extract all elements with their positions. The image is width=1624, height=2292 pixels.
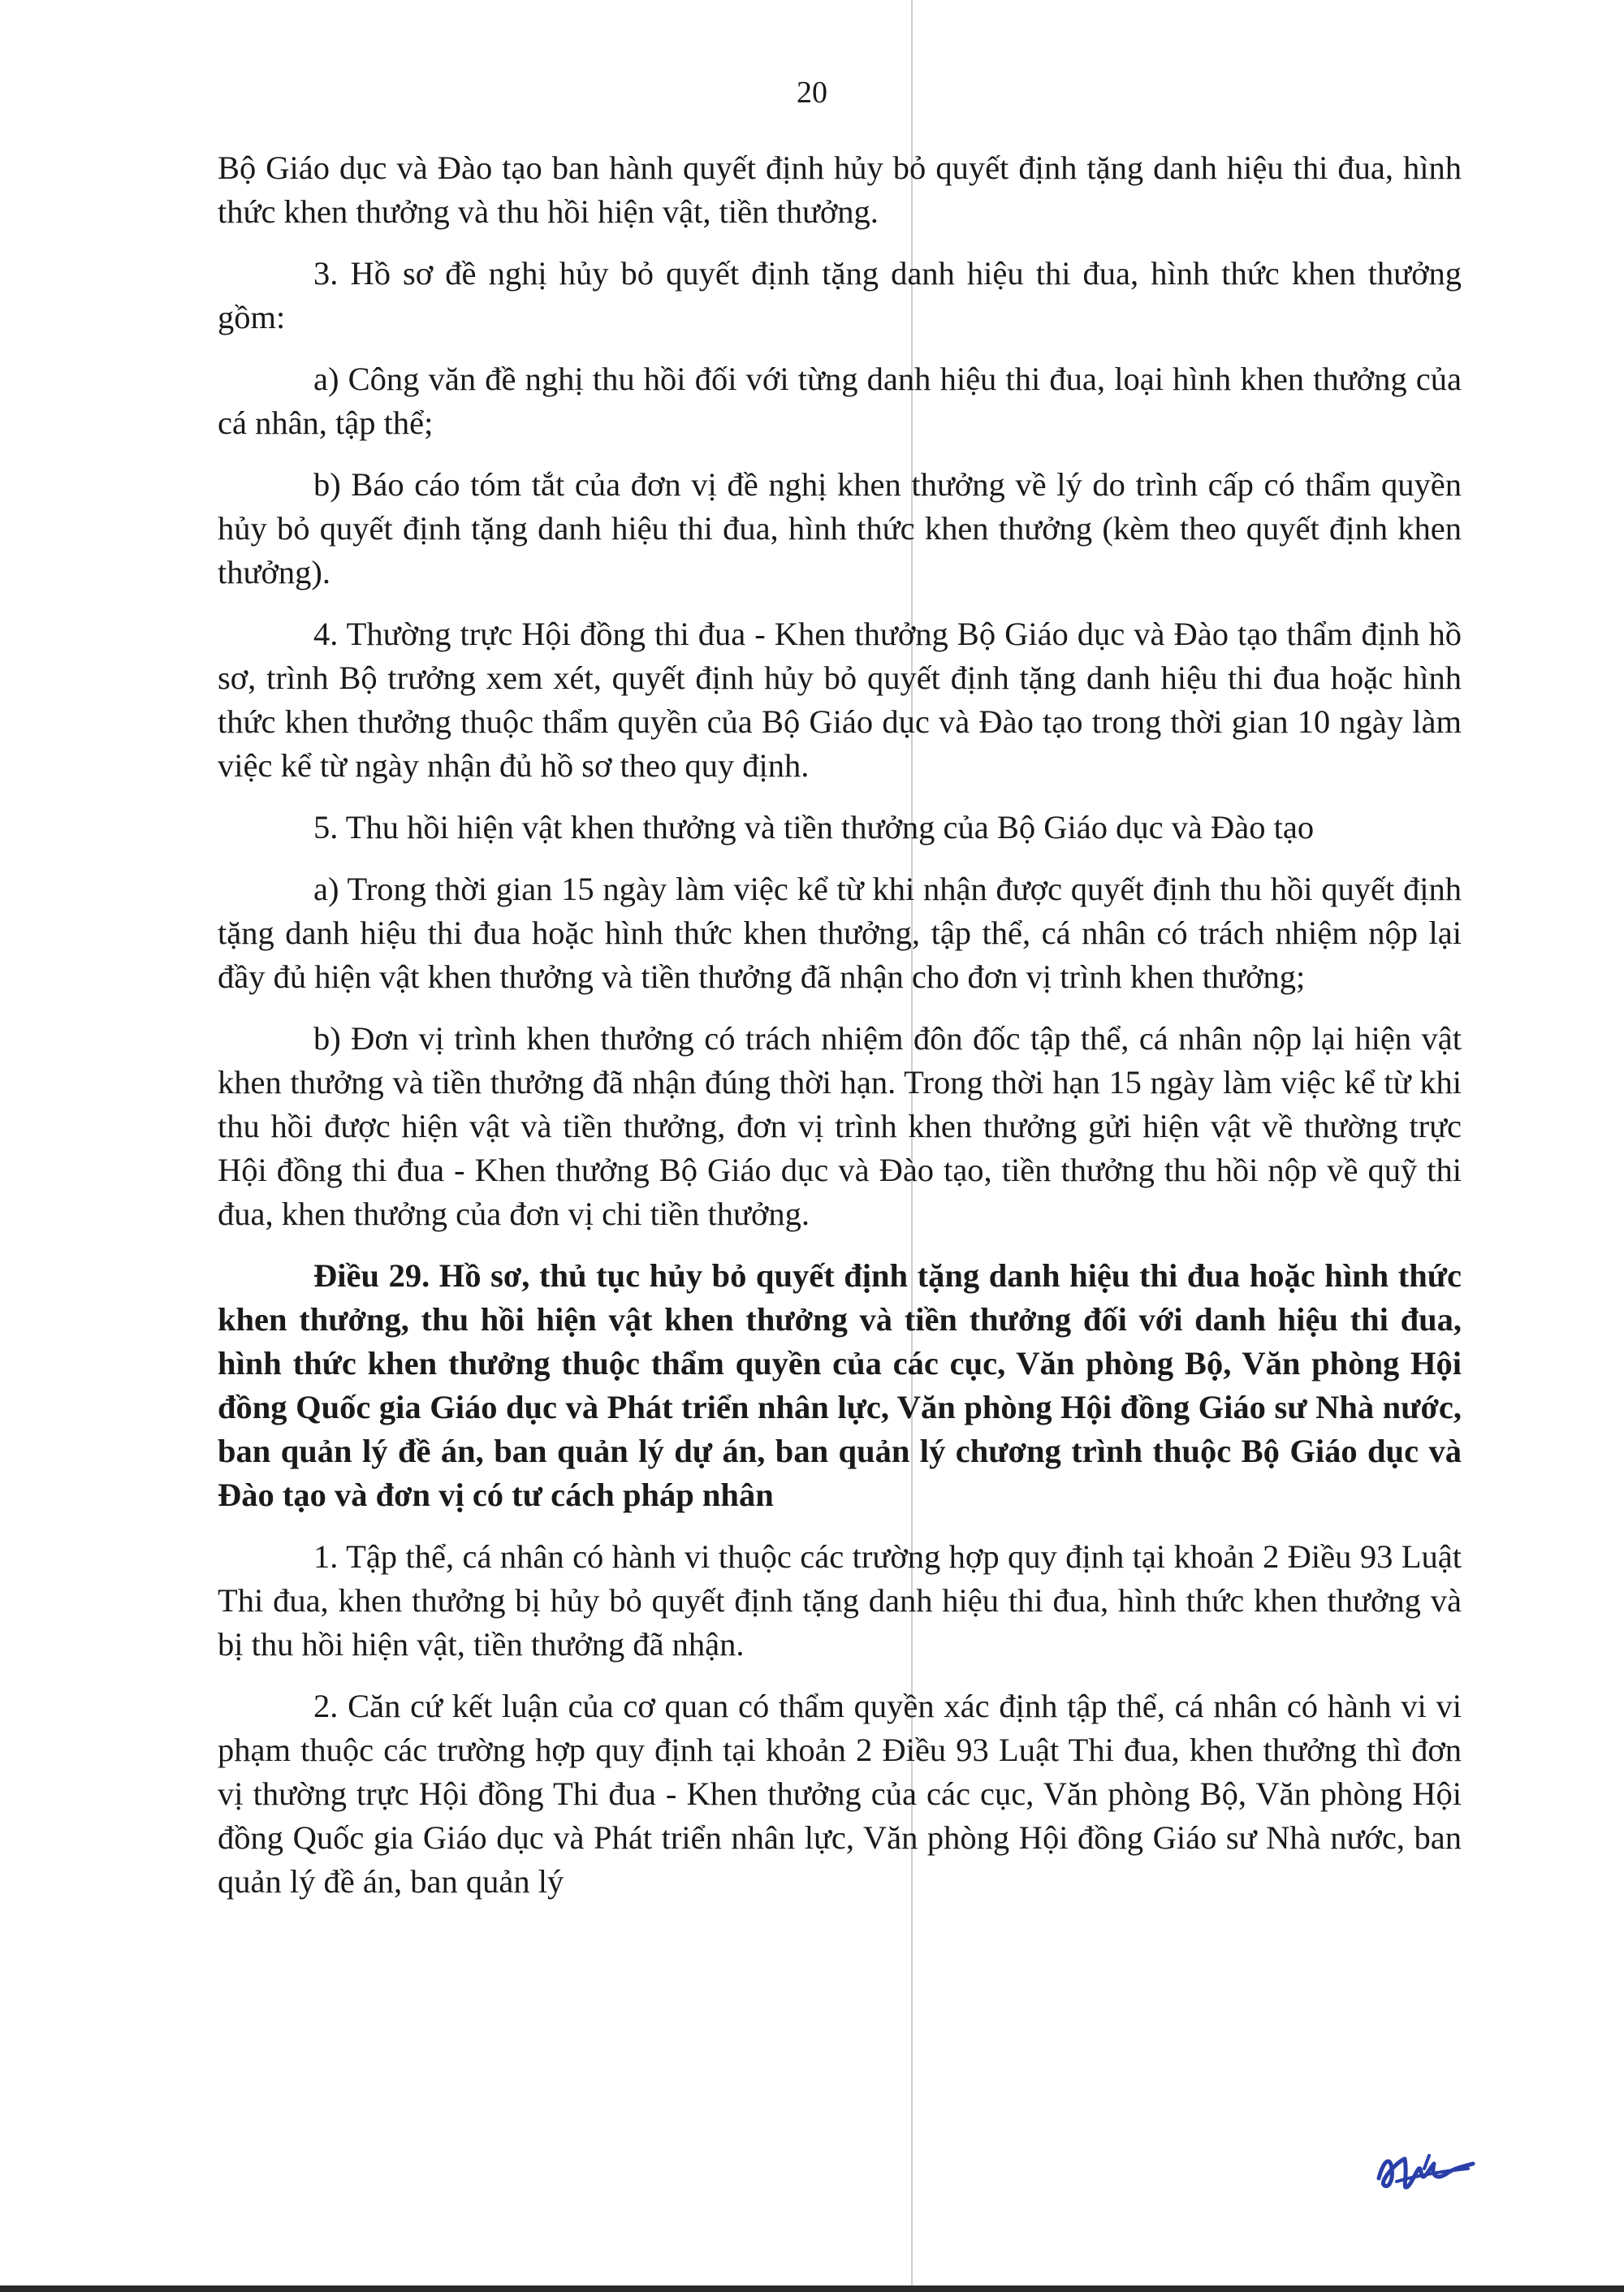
paragraph-clause-3: 3. Hồ sơ đề nghị hủy bỏ quyết định tặng danh hiệu thi đua, hình thức khen thưởng gồm: bbox=[218, 255, 1462, 335]
paragraph-clause-3a: a) Công văn đề nghị thu hồi đối với từng danh hiệu thi đua, loại hình khen thưởng của cá nhân, tập thể; bbox=[218, 361, 1462, 441]
paragraph-clause-5a: a) Trong thời gian 15 ngày làm việc kể từ khi nhận được quyết định thu hồi quyết định tặng danh hiệu thi đua hoặc hình thức khen thưởng, tập thể, cá nhân có trách nhiệm nộp lại đầy đủ hiện vật khen thưởng và tiền thưởng đã nhận cho đơn vị trình khen thưởng; bbox=[218, 871, 1462, 995]
paragraph-continuation: Bộ Giáo dục và Đào tạo ban hành quyết định hủy bỏ quyết định tặng danh hiệu thi đua, hình thức khen thưởng và thu hồi hiện vật, tiền thưởng. bbox=[218, 149, 1462, 230]
document-body bbox=[218, 146, 1462, 1922]
paragraph-clause-5: 5. Thu hồi hiện vật khen thưởng và tiền thưởng của Bộ Giáo dục và Đào tạo bbox=[313, 809, 1315, 845]
article-29-clause-1: 1. Tập thể, cá nhân có hành vi thuộc các trường hợp quy định tại khoản 2 Điều 93 Luật Thi đua, khen thưởng bị hủy bỏ quyết định tặng danh hiệu thi đua, hình thức khen thưởng và bị thu hồi hiện vật, tiền thưởng đã nhận. bbox=[218, 1538, 1462, 1663]
page-number: 20 bbox=[797, 76, 827, 110]
paragraph-clause-4: 4. Thường trực Hội đồng thi đua - Khen thưởng Bộ Giáo dục và Đào tạo thẩm định hồ sơ, trình Bộ trưởng xem xét, quyết định hủy bỏ quyết định tặng danh hiệu thi đua hoặc hình thức khen thưởng thuộc thẩm quyền của Bộ Giáo dục và Đào tạo trong thời gian 10 ngày làm việc kể từ ngày nhận đủ hồ sơ theo quy định. bbox=[218, 616, 1462, 784]
handwritten-initials-icon bbox=[1372, 2144, 1478, 2201]
paragraph-clause-5b: b) Đơn vị trình khen thưởng có trách nhiệm đôn đốc tập thể, cá nhân nộp lại hiện vật khen thưởng và tiền thưởng đã nhận đúng thời hạn. Trong thời hạn 15 ngày làm việc kể từ khi thu hồi được hiện vật và tiền thưởng, đơn vị trình khen thưởng gửi hiện vật về thường trực Hội đồng thi đua - Khen thưởng Bộ Giáo dục và Đào tạo, tiền thưởng thu hồi nộp về quỹ thi đua, khen thưởng của đơn vị chi tiền thưởng. bbox=[218, 1020, 1462, 1232]
article-29-heading: Điều 29. Hồ sơ, thủ tục hủy bỏ quyết định tặng danh hiệu thi đua hoặc hình thức khen thưởng, thu hồi hiện vật khen thưởng và tiền thưởng đối với danh hiệu thi đua, hình thức khen thưởng thuộc thẩm quyền của các cục, Văn phòng Bộ, Văn phòng Hội đồng Quốc gia Giáo dục và Phát triển nhân lực, Văn phòng Hội đồng Giáo sư Nhà nước, ban quản lý đề án, ban quản lý dự án, ban quản lý chương trình thuộc Bộ Giáo dục và Đào tạo và đơn vị có tư cách pháp nhân bbox=[218, 1257, 1462, 1513]
scan-bottom-edge bbox=[0, 2286, 1624, 2292]
article-29-clause-2: 2. Căn cứ kết luận của cơ quan có thẩm quyền xác định tập thể, cá nhân có hành vi vi phạm thuộc các trường hợp quy định tại khoản 2 Điều 93 Luật Thi đua, khen thưởng thì đơn vị thường trực Hội đồng Thi đua - Khen thưởng của các cục, Văn phòng Bộ, Văn phòng Hội đồng Quốc gia Giáo dục và Phát triển nhân lực, Văn phòng Hội đồng Giáo sư Nhà nước, ban quản lý đề án, ban quản lý bbox=[218, 1688, 1462, 1900]
paragraph-clause-3b: b) Báo cáo tóm tắt của đơn vị đề nghị khen thưởng về lý do trình cấp có thẩm quyền hủy bỏ quyết định tặng danh hiệu thi đua, hình thức khen thưởng (kèm theo quyết định khen thưởng). bbox=[218, 466, 1462, 590]
